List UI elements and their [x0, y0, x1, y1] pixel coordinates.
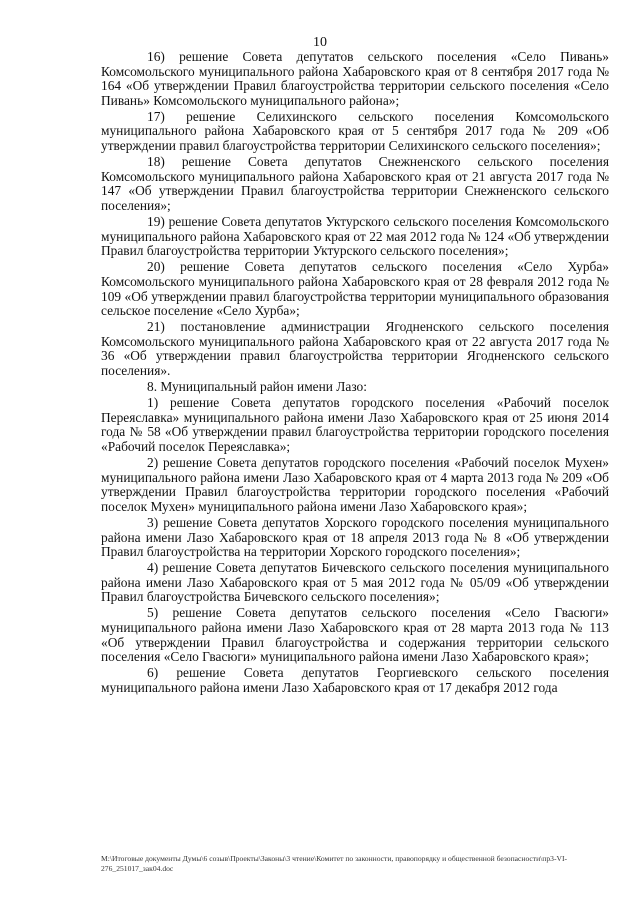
paragraph-item-18: 18) решение Совета депутатов Снежненского сельского поселения Комсомольского муниципального района Хабаровского края от 21 августа 2017 года № 147 «Об утверждении Правил благоустройства территории Снежненского сельского поселения»; [101, 154, 609, 213]
paragraph-item-5: 5) решение Совета депутатов сельского поселения «Село Гвасюги» муниципального района имени Лазо Хабаровского края от 28 марта 2013 года № 113 «Об утверждении Правил благоустройства и содержания территории сельского поселения «Село Гвасюги» муниципального района имени Лазо Хабаровского края»; [101, 605, 609, 665]
section-heading-lazo: 8. Муниципальный район имени Лазо: [147, 379, 367, 395]
paragraph-item-16: 16) решение Совета депутатов сельского поселения «Село Пивань» Комсомольского муниципального района Хабаровского края от 8 сентября 2017 года № 164 «Об утверждении Правил благоустройства территории сельского поселения «Село Пивань» Комсомольского муниципального района»; [101, 49, 609, 108]
file-path-footer: М:\Итоговые документы Думы\6 созыв\Проекты\Законы\3 чтение\Комитет по законности, правопорядку и общественной безопасности\пр3-VI-276_251017_зак04.doc [101, 854, 568, 873]
paragraph-item-19: 19) решение Совета депутатов Уктурского сельского поселения Комсомольского муниципального района Хабаровского края от 22 мая 2012 года № 124 «Об утверждении Правил благоустройства территории Уктурского сельского поселения»; [101, 214, 609, 259]
paragraph-item-1: 1) решение Совета депутатов городского поселения «Рабочий поселок Переяславка» муниципального района имени Лазо Хабаровского края от 25 июня 2014 года № 58 «Об утверждении правил благоустройства территории городского поселения «Рабочий поселок Переяславка»; [101, 395, 609, 454]
page-number: 10 [313, 35, 327, 50]
paragraph-item-2: 2) решение Совета депутатов городского поселения «Рабочий поселок Мухен» муниципального района имени Лазо Хабаровского края от 4 марта 2013 года № 209 «Об утверждении Правил благоустройства территории городского поселения «Рабочий поселок Мухен» муниципального района имени Лазо Хабаровского края»; [101, 455, 609, 514]
paragraph-item-4: 4) решение Совета депутатов Бичевского сельского поселения муниципального района имени Лазо Хабаровского края от 5 мая 2012 года № 05/09 «Об утверждении Правил благоустройства Бичевского сельского поселения»; [101, 560, 609, 605]
paragraph-item-17: 17) решение Селихинского сельского поселения Комсомольского муниципального района Хабаровского края от 5 сентября 2017 года № 209 «Об утверждении правил благоустройства территории Селихинского сельского поселения»; [101, 108, 609, 154]
paragraph-item-20: 20) решение Совета депутатов сельского поселения «Село Хурба» Комсомольского муниципального района Хабаровского края от 28 февраля 2012 года № 109 «Об утверждении правил благоустройства территории муниципального образования сельское поселение «Село Хурба»; [101, 259, 609, 319]
paragraph-item-6: 6) решение Совета депутатов Георгиевского сельского поселения муниципального района имени Лазо Хабаровского края от 17 декабря 2012 года [101, 665, 609, 695]
paragraph-item-3: 3) решение Совета депутатов Хорского городского поселения муниципального района имени Лазо Хабаровского края от 18 апреля 2013 года № 8 «Об утверждении Правил благоустройства на территории Хорского городского поселения»; [101, 514, 609, 560]
paragraph-item-21: 21) постановление администрации Ягодненского сельского поселения Комсомольского муниципального района Хабаровского края от 22 августа 2017 года № 36 «Об утверждении правил благоустройства территории Ягодненского сельского поселения». [101, 319, 609, 378]
document-body [101, 50, 609, 697]
